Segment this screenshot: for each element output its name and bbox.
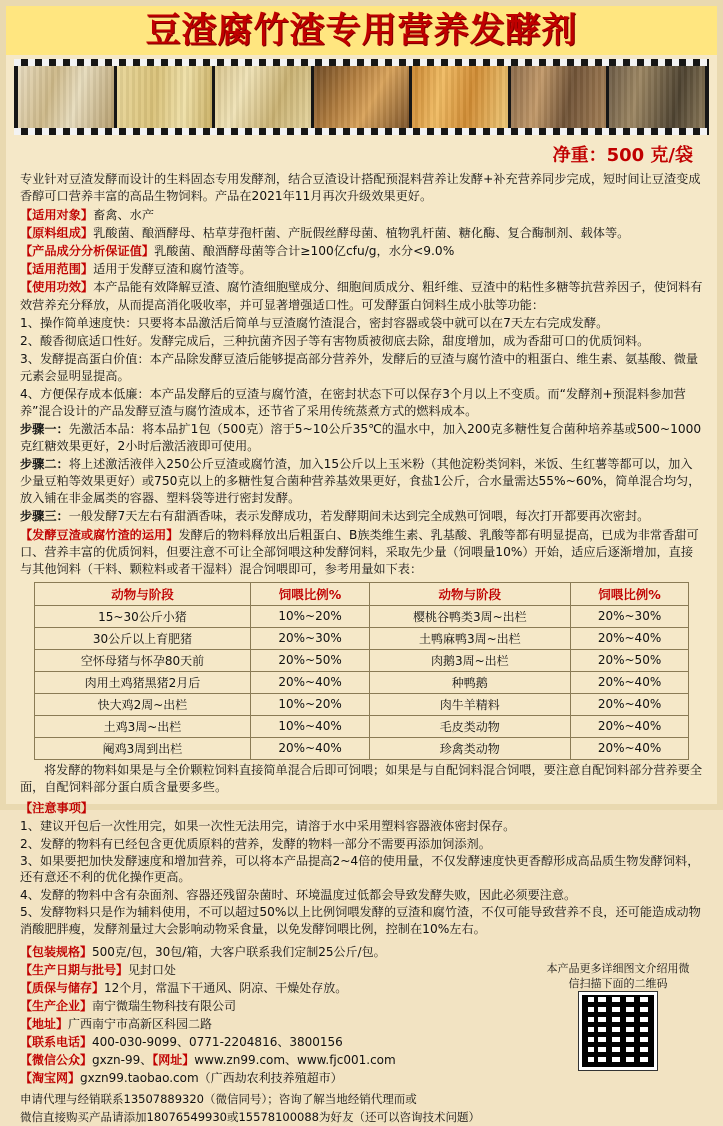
photo-frame-chickens — [412, 66, 508, 128]
cell-ratio: 20%~50% — [251, 649, 370, 671]
after-table-note: 将发酵的物料如果是与全价颗粒饲料直接简单混合后即可饲喂；如果是与自配饲料混合饲喂，要注意自配饲料部分营养要全面，自配饲料部分蛋白质含量要多些。 — [20, 762, 703, 794]
spec-text-2: 乳酸菌、酿酒酵母菌等合计≥100亿cfu/g，水分<9.0% — [154, 244, 455, 259]
footer-value: 广西南宁市高新区科园二路 — [68, 1017, 213, 1032]
cell-animal: 樱桃谷鸭类3周~出栏 — [369, 605, 570, 627]
photo-frame-mixing — [314, 66, 410, 128]
cell-animal: 15~30公斤小猪 — [34, 605, 251, 627]
footer-value: gxzn-99、 — [92, 1053, 153, 1068]
cell-animal: 肉牛羊精料 — [369, 693, 570, 715]
step-2 — [20, 456, 703, 507]
col-animal-stage-right: 动物与阶段 — [369, 582, 570, 605]
footer-value-web[interactable]: www.zn99.com、www.fjc001.com — [194, 1053, 396, 1068]
cell-ratio: 20%~30% — [570, 605, 689, 627]
cell-animal: 肉鹅3周~出栏 — [369, 649, 570, 671]
spec-row-1 — [20, 225, 703, 242]
spec-row-3 — [20, 261, 703, 278]
step-1-text: 先激活本品：将本品扩1包（500克）溶于5~10公斤35℃的温水中，加入200克多糖性复合菌种培养基或500~1000克红糖效果更好，2小时后激活液即可使用。 — [20, 422, 702, 454]
cell-animal: 土鸡3周~出栏 — [34, 715, 251, 737]
footer-block — [20, 943, 703, 1126]
cell-ratio: 20%~40% — [251, 737, 370, 759]
spec-text-0: 畜禽、水产 — [93, 208, 155, 223]
method-text: 本产品发酵后的豆渣与腐竹渣，在密封状态下可以保存3个月以上不变质。而“发酵剂+预混料参加营养”混合设计的产品发酵豆渣与腐竹渣成本，还节省了采用传统蒸煮方式的燃料成本。 — [20, 386, 686, 419]
spec-text-3: 适用于发酵豆渣和腐竹渣等。 — [93, 262, 252, 277]
agent-info — [20, 1091, 703, 1126]
footer-key: 【联系电话】 — [20, 1035, 93, 1050]
title-banner — [6, 6, 717, 55]
step-2-text: 将上述激活液伴入250公斤豆渣或腐竹渣，加入15公斤以上玉米粉（其他淀粉类饲料，米饭、生红薯等都可以，加入少量豆粕等效果更好）或750克以上的多糖性复合菌种营养基效果更好，食盐1公斤，合水量需达55%~60%，简单混合均匀，放入铺在非金属类的容器、塑料袋等进行密封发酵。 — [20, 457, 701, 506]
spec-row-0 — [20, 207, 703, 224]
cell-ratio: 20%~40% — [251, 671, 370, 693]
note-item: 5、发酵物料只是作为辅料使用，不可以超过50%以上比例饲喂发酵的豆渣和腐竹渣，不仅可能导致营养不良，还可能造成动物消酸肥胖瘦，发酵剂量过大会影响动物采食量，以免发酵饲喂比例，控制在10%左右。 — [20, 905, 701, 936]
table-header-row — [34, 582, 689, 605]
method-row — [20, 386, 703, 420]
net-weight: 净重：500 克/袋 — [552, 144, 693, 166]
table-row — [34, 737, 689, 759]
cell-ratio: 20%~40% — [570, 715, 689, 737]
cell-animal: 土鸭麻鸭3周~出栏 — [369, 627, 570, 649]
cell-ratio: 20%~40% — [570, 671, 689, 693]
spec-label-2: 【产品成分分析保证值】 — [20, 244, 155, 259]
spec-text-4: 本产品能有效降解豆渣、腐竹渣细胞壁成分、细胞间质成分、粗纤维、豆渣中的粘性多糖等抗营养因子，使饲料有效营养充分释放，从而提高消化吸收率，并可显著增强适口性。可发酵蛋白饲料生成小肽等功能： — [20, 280, 703, 312]
col-ratio-right: 饲喂比例% — [570, 582, 689, 605]
footer-value: 400-030-9099、0771-2204816、3800156 — [92, 1035, 343, 1050]
footer-key: 【淘宝网】 — [20, 1071, 81, 1086]
photo-frame-cattle — [609, 66, 705, 128]
photo-frame-fermented-pulp — [215, 66, 311, 128]
footer-value: 见封口处 — [128, 963, 177, 978]
table-row — [34, 693, 689, 715]
step-2-label: 步骤二： — [20, 457, 69, 472]
page-title: 豆渣腐竹渣专用营养发酵剂 — [145, 11, 578, 51]
usage-row — [20, 527, 703, 578]
spec-label-3: 【适用范围】 — [20, 262, 94, 277]
cell-animal: 种鸭鹅 — [369, 671, 570, 693]
footer-key-web: 【网址】 — [152, 1053, 195, 1068]
note-item: 1、建议开包后一次性用完，如果一次性无法用完，请溶于水中采用塑料容器液体密封保存。 — [20, 819, 516, 834]
notes-label — [20, 800, 703, 817]
col-ratio-left: 饲喂比例% — [251, 582, 370, 605]
note-item: 4、发酵的物料中含有杂面剂、容器还残留杂菌时、环境温度过低都会导致发酵失败，因此必须要注意。 — [20, 887, 577, 902]
photo-frame-pigs — [511, 66, 607, 128]
qr-code-icon[interactable] — [579, 992, 657, 1070]
cell-ratio: 20%~50% — [570, 649, 689, 671]
intro-paragraph — [20, 171, 703, 206]
spec-text-1: 乳酸菌、酿酒酵母、枯草芽孢杆菌、产朊假丝酵母菌、植物乳杆菌、糖化酶、复合酶制剂、载体等。 — [93, 226, 630, 241]
cell-ratio: 20%~30% — [251, 627, 370, 649]
photo-frame-soy-pulp — [18, 66, 114, 128]
qr-caption: 本产品更多详细图文介绍用微信扫描下面的二维码 — [546, 962, 690, 991]
table-row — [34, 649, 689, 671]
spec-row-2 — [20, 243, 703, 260]
cell-animal: 30公斤以上育肥猪 — [34, 627, 251, 649]
footer-value: 500克/包，30包/箱，大客户联系我们定制25公斤/包。 — [92, 945, 386, 960]
step-intro-2: 3、发酵提高蛋白价值：本产品除发酵豆渣后能够提高部分营养外，发酵后的豆渣与腐竹渣中的粗蛋白、维生素、氨基酸、微量元素会显明显提高。 — [20, 351, 699, 383]
photo-frame-dried-pulp — [117, 66, 213, 128]
note-item: 2、发酵的物料有已经包含更优质原料的营养，发酵的物料一部分不需要再添加饲添剂。 — [20, 836, 491, 851]
footer-value[interactable]: gxzn99.taobao.com（广西劫农利技养殖超市） — [80, 1071, 343, 1086]
film-sprockets-bottom — [14, 128, 709, 135]
footer-value: 12个月，常温下干通风、阴凉、干燥处存放。 — [104, 981, 348, 996]
footer-key: 【质保与储存】 — [20, 981, 105, 996]
usage-label: 【发酵豆渣或腐竹渣的运用】 — [20, 527, 179, 542]
cell-ratio: 20%~40% — [570, 693, 689, 715]
agent-line-2: 微信直接购买产品请添加18076549930或15578100088为好友（还可以咨询技术问题） — [20, 1109, 480, 1124]
film-sprockets-top — [14, 59, 709, 66]
step-1-label: 步骤一： — [20, 422, 69, 437]
spec-label-4: 【使用功效】 — [20, 280, 94, 295]
note-item: 3、如果要把加快发酵速度和增加营养，可以将本产品提高2~4倍的使用量，不仅发酵速度快更香醇形成高品质生物发酵饲料，还有意还不利的优化操作更高。 — [20, 853, 700, 885]
step-3 — [20, 508, 703, 525]
usage-text: 发酵后的物料释放出后粗蛋白、B族类维生素、乳基酸、乳酸等都有明显提高，已成为非常香甜可口、营养丰富的优质饲料，但要注意不可让全部饲喂这种发酵饲料，采取先少量（饲喂量10%）开始，适应后逐渐增加，直接与其他饲料（干料、颗粒料或者干湿料）混合饲喂即可，参考用量如下表： — [20, 527, 699, 576]
spec-row-4 — [20, 279, 703, 313]
step-intro-0: 1、操作简单速度快：只要将本品激活后简单与豆渣腐竹渣混合，密封容器或袋中就可以在7天左右完成发酵。 — [20, 315, 609, 330]
cell-ratio: 10%~20% — [251, 693, 370, 715]
cell-animal: 阉鸡3周到出栏 — [34, 737, 251, 759]
footer-key: 【生产企业】 — [20, 999, 93, 1014]
step-3-text: 一般发酵7天左右有甜酒香味，表示发酵成功，若发酵期间未达到完全成熟可饲喂，每次打开都要再次密封。 — [68, 509, 650, 524]
agent-line-1: 申请代理与经销联系13507889320（微信同号）；咨询了解当地经销代理而或 — [20, 1092, 417, 1107]
step-1 — [20, 421, 703, 455]
spec-label-1: 【原料组成】 — [20, 226, 94, 241]
cell-animal: 快大鸡2周~出栏 — [34, 693, 251, 715]
photo-filmstrip — [14, 59, 709, 135]
method-title: 4、方便保存成本低廉： — [20, 386, 150, 401]
table-row — [34, 671, 689, 693]
footer-field — [20, 1069, 703, 1087]
footer-key: 【微信公众】 — [20, 1053, 93, 1068]
notes-label-text: 【注意事项】 — [20, 800, 94, 815]
cell-ratio: 10%~40% — [251, 715, 370, 737]
col-animal-stage-left: 动物与阶段 — [34, 582, 251, 605]
footer-key: 【地址】 — [20, 1017, 69, 1032]
qr-block — [543, 959, 693, 1070]
table-row — [34, 605, 689, 627]
footer-key: 【生产日期与批号】 — [20, 963, 129, 978]
table-row — [34, 627, 689, 649]
cell-ratio: 20%~40% — [570, 737, 689, 759]
intro-text: 专业针对豆渣发酵而设计的生料固态专用发酵剂，结合豆渣设计搭配预混料营养让发酵+补充营养同步完成，短时间让豆渣变成香醇可口营养丰富的高品生物饲料。产品在2021年11月再次升级效果更好。 — [20, 171, 701, 203]
feeding-ratio-table — [34, 582, 690, 760]
spec-label-0: 【适用对象】 — [20, 208, 94, 223]
footer-key: 【包装规格】 — [20, 945, 93, 960]
table-row — [34, 715, 689, 737]
step-3-label: 步骤三： — [20, 509, 69, 524]
cell-animal: 毛皮类动物 — [369, 715, 570, 737]
cell-animal: 珍禽类动物 — [369, 737, 570, 759]
cell-ratio: 20%~40% — [570, 627, 689, 649]
cell-animal: 空怀母猪与怀孕80天前 — [34, 649, 251, 671]
step-intro-1: 2、酸香彻底适口性好。发酵完成后，三种抗菌齐因子等有害物质被彻底去除，甜度增加，成为香甜可口的优质饲料。 — [20, 333, 650, 348]
cell-animal: 肉用土鸡猪黑猪2月后 — [34, 671, 251, 693]
content-body — [6, 171, 717, 1126]
cell-ratio: 10%~20% — [251, 605, 370, 627]
footer-value: 南宁微瑞生物科技有限公司 — [92, 999, 237, 1014]
